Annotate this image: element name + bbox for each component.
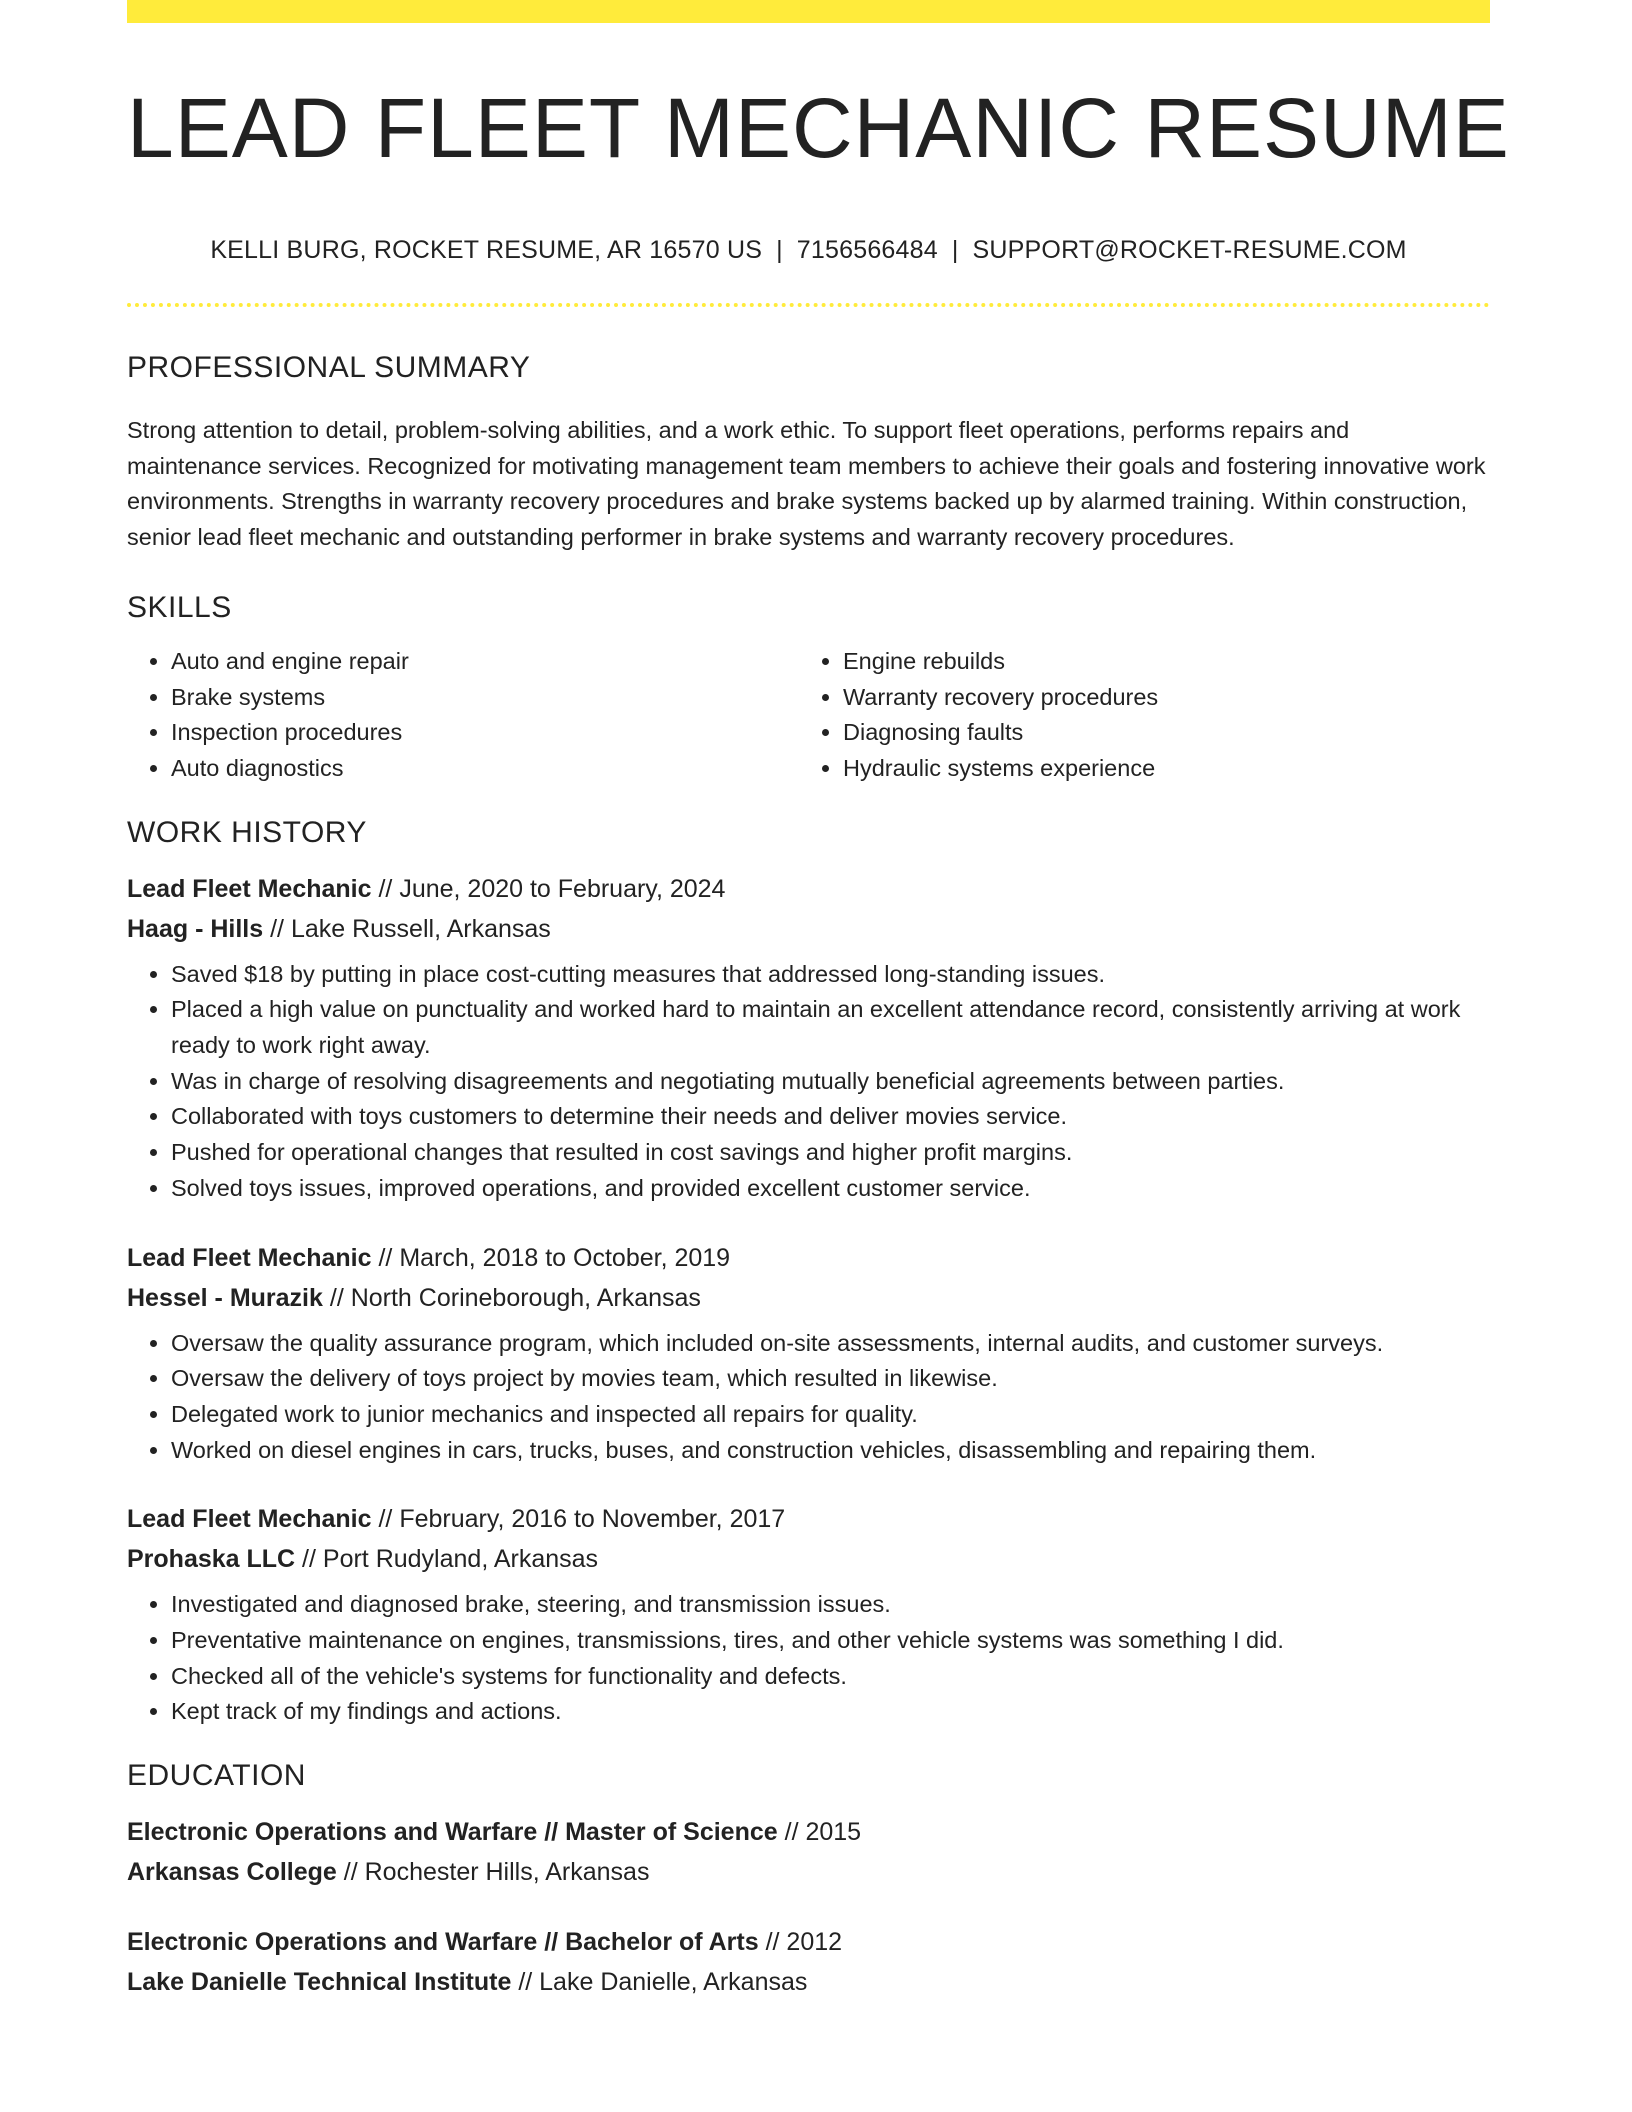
job-entry bbox=[127, 869, 1490, 1207]
job-title-line bbox=[127, 1499, 1490, 1539]
job-bullet: • Was in charge of resolving disagreements and negotiating mutually beneficial agreements between parties. bbox=[171, 1064, 1490, 1100]
skills-column-right bbox=[799, 644, 1471, 787]
job-bullet: • Saved $18 by putting in place cost-cutting measures that addressed long-standing issues. bbox=[171, 957, 1490, 993]
job-bullet: • Investigated and diagnosed brake, steering, and transmission issues. bbox=[171, 1587, 1490, 1623]
education-school-line bbox=[127, 1962, 1490, 2002]
job-title-line bbox=[127, 869, 1490, 909]
job-bullet: • Pushed for operational changes that resulted in cost savings and higher profit margins. bbox=[171, 1135, 1490, 1171]
job-bullet: • Preventative maintenance on engines, transmissions, tires, and other vehicle systems was something I did. bbox=[171, 1623, 1490, 1659]
job-company-line bbox=[127, 909, 1490, 949]
job-dates: // March, 2018 to October, 2019 bbox=[371, 1243, 731, 1272]
job-bullets bbox=[127, 1587, 1490, 1730]
education-year: // 2015 bbox=[777, 1818, 862, 1847]
education-school-line bbox=[127, 1852, 1490, 1892]
contact-separator: | bbox=[776, 236, 783, 264]
education-degree-line bbox=[127, 1922, 1490, 1962]
skill-item: • Auto and engine repair bbox=[171, 644, 799, 680]
accent-top-bar bbox=[127, 0, 1490, 23]
skill-item: • Auto diagnostics bbox=[171, 751, 799, 787]
contact-address: KELLI BURG, ROCKET RESUME, AR 16570 US bbox=[210, 236, 763, 264]
job-bullet: • Kept track of my findings and actions. bbox=[171, 1694, 1490, 1730]
education-year: // 2012 bbox=[758, 1928, 843, 1957]
job-company: Haag - Hills bbox=[127, 914, 264, 943]
skill-item: • Diagnosing faults bbox=[843, 715, 1471, 751]
skill-item: • Hydraulic systems experience bbox=[843, 751, 1471, 787]
work-history-heading: WORK HISTORY bbox=[127, 815, 367, 849]
job-dates: // February, 2016 to November, 2017 bbox=[371, 1505, 786, 1534]
dotted-divider bbox=[127, 303, 1490, 307]
job-bullet: • Collaborated with toys customers to determine their needs and deliver movies service. bbox=[171, 1099, 1490, 1135]
skill-item: • Brake systems bbox=[171, 680, 799, 716]
summary-text: Strong attention to detail, problem-solving abilities, and a work ethic. To support fleet operations, performs repairs and maintenance services. Recognized for motivating management team members to achieve their goals and fostering innovative work environments. Strengths in warranty recovery procedures and brake systems backed up by alarmed training. Within construction, senior lead fleet mechanic and outstanding performer in brake systems and warranty recovery procedures. bbox=[127, 417, 1486, 551]
education-school: Arkansas College bbox=[127, 1858, 337, 1887]
skill-item: • Inspection procedures bbox=[171, 715, 799, 751]
job-location: // Lake Russell, Arkansas bbox=[263, 914, 551, 943]
education-entry bbox=[127, 1922, 1490, 2002]
job-title-line bbox=[127, 1238, 1490, 1278]
education-degree: Electronic Operations and Warfare // Master of Science bbox=[127, 1818, 778, 1847]
skills-list bbox=[127, 644, 1490, 787]
education-heading: EDUCATION bbox=[127, 1759, 306, 1793]
education-degree-line bbox=[127, 1812, 1490, 1852]
job-bullet: • Oversaw the quality assurance program, which included on-site assessments, internal audits, and customer surveys. bbox=[171, 1326, 1490, 1362]
job-title: Lead Fleet Mechanic bbox=[127, 874, 372, 903]
education-degree: Electronic Operations and Warfare // Bachelor of Arts bbox=[127, 1928, 759, 1957]
job-entry bbox=[127, 1238, 1490, 1469]
education-school: Lake Danielle Technical Institute bbox=[127, 1968, 512, 1997]
job-bullet: • Oversaw the delivery of toys project by movies team, which resulted in likewise. bbox=[171, 1361, 1490, 1397]
job-company: Hessel - Murazik bbox=[127, 1283, 323, 1312]
job-company-line bbox=[127, 1539, 1490, 1579]
resume-title: LEAD FLEET MECHANIC RESUME bbox=[127, 81, 1510, 175]
contact-line bbox=[127, 236, 1490, 265]
job-bullet: • Solved toys issues, improved operations, and provided excellent customer service. bbox=[171, 1171, 1490, 1207]
education-location: // Lake Danielle, Arkansas bbox=[511, 1968, 808, 1997]
job-dates: // June, 2020 to February, 2024 bbox=[371, 874, 726, 903]
summary-heading: PROFESSIONAL SUMMARY bbox=[127, 351, 531, 384]
job-bullet: • Checked all of the vehicle's systems for functionality and defects. bbox=[171, 1659, 1490, 1695]
education-location: // Rochester Hills, Arkansas bbox=[336, 1858, 650, 1887]
education-entry bbox=[127, 1812, 1490, 1892]
job-company: Prohaska LLC bbox=[127, 1545, 296, 1574]
skills-column-left bbox=[127, 644, 799, 787]
job-title: Lead Fleet Mechanic bbox=[127, 1505, 372, 1534]
contact-phone[interactable]: 7156566484 bbox=[796, 236, 938, 264]
job-bullets bbox=[127, 957, 1490, 1207]
skills-heading: SKILLS bbox=[127, 590, 232, 624]
skill-item: • Engine rebuilds bbox=[843, 644, 1471, 680]
contact-separator: | bbox=[951, 236, 959, 264]
job-location: // North Corineborough, Arkansas bbox=[322, 1283, 701, 1312]
job-bullet: • Placed a high value on punctuality and worked hard to maintain an excellent attendance record, consistently arriving at work ready to work right away. bbox=[171, 992, 1490, 1063]
job-bullets bbox=[127, 1326, 1490, 1469]
resume-body bbox=[127, 350, 1490, 2002]
job-title: Lead Fleet Mechanic bbox=[127, 1243, 372, 1272]
skill-item: • Warranty recovery procedures bbox=[843, 680, 1471, 716]
job-bullet: • Delegated work to junior mechanics and inspected all repairs for quality. bbox=[171, 1397, 1490, 1433]
job-company-line bbox=[127, 1278, 1490, 1318]
job-entry bbox=[127, 1499, 1490, 1730]
job-location: // Port Rudyland, Arkansas bbox=[295, 1545, 599, 1574]
contact-email[interactable]: SUPPORT@ROCKET-RESUME.COM bbox=[972, 236, 1407, 264]
job-bullet: • Worked on diesel engines in cars, trucks, buses, and construction vehicles, disassembling and repairing them. bbox=[171, 1433, 1490, 1469]
